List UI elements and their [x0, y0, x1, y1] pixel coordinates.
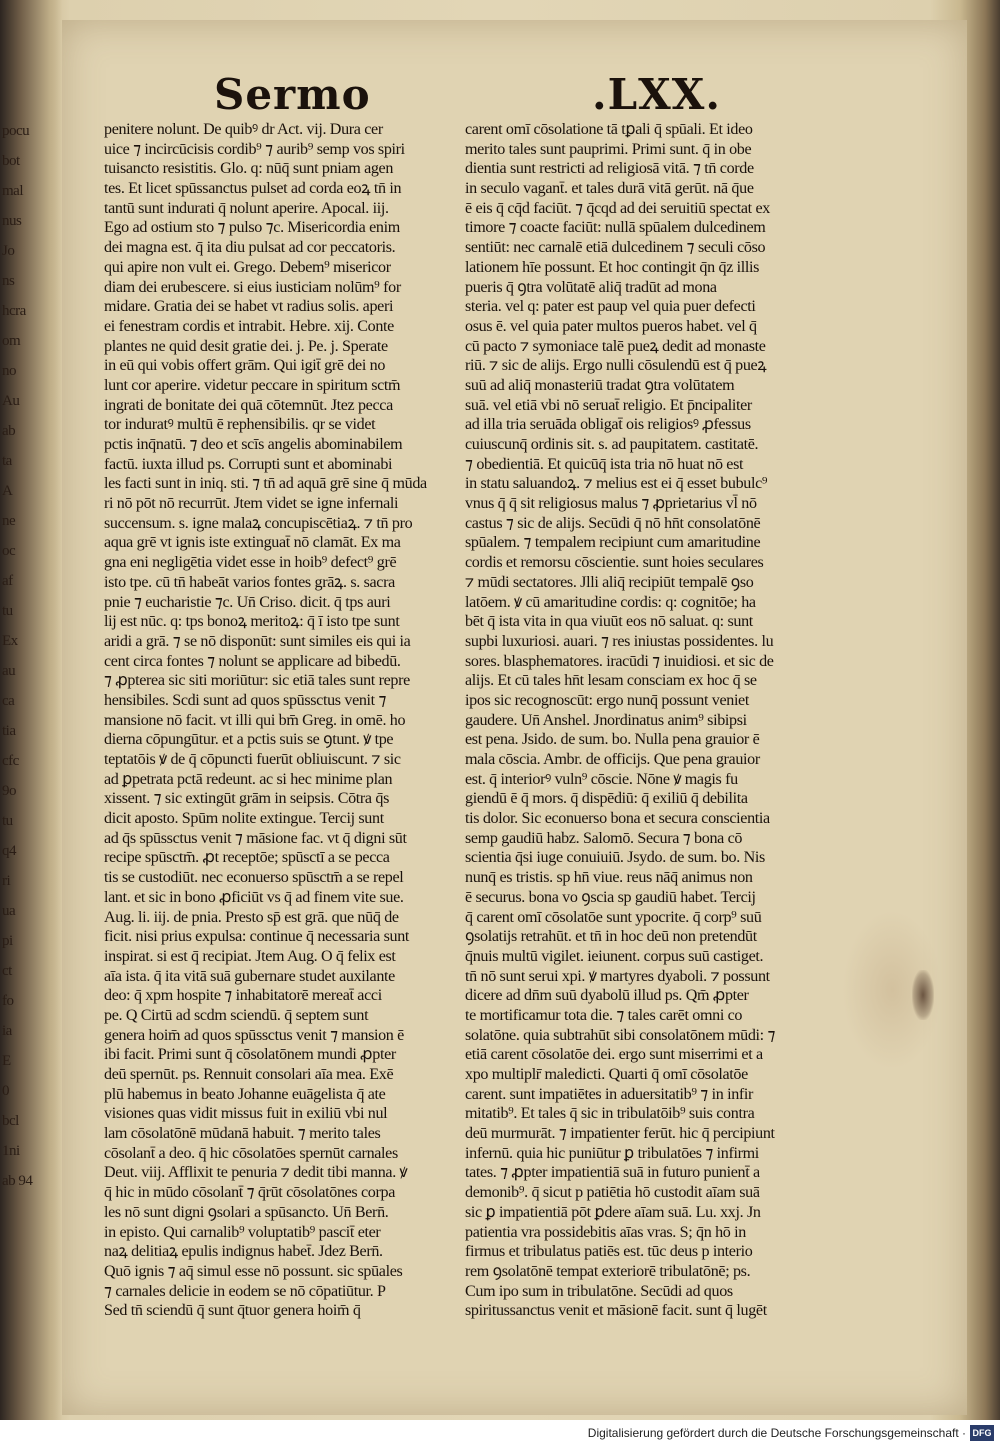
adjacent-page-fragment: no — [2, 363, 16, 379]
text-column-left — [104, 120, 432, 1321]
text-line: etiā carent cōsolatōe dei. ergo sunt miserrimi et a — [465, 1046, 763, 1064]
adjacent-page-fragment: 1ni — [2, 1143, 20, 1159]
text-line: spūalem. ⁊ tempalem recipiunt cum amaritudine — [465, 534, 761, 552]
text-line: tes. Et licet spūssanctus pulset ad corda eoꝝ tn̄ in — [104, 180, 402, 198]
adjacent-page-fragment: hcra — [2, 303, 26, 319]
text-line: infernū. quia hic puniūtur ꝑ tribulatōes ⁊ infirmi — [465, 1144, 759, 1162]
text-line: Quō ignis ⁊ aq̄ simul esse nō possunt. sic spūales — [104, 1262, 403, 1280]
adjacent-page-fragment: ne — [2, 513, 16, 529]
text-line: diam dei erubescere. si eius iusticiam nolūm⁹ for — [104, 278, 401, 296]
text-line: latōem. ꝟ cū amaritudine cordis: q: cognitōe; ha — [465, 593, 756, 611]
text-line: ⁊ carnales delicie in eodem se nō cōpatiūtur. P — [104, 1282, 386, 1300]
text-line: penitere nolunt. De quibꝰ dr Act. vij. Dura cer — [104, 121, 383, 138]
text-line: q̄ carent omī cōsolatōe sunt ypocrite. q̄ corp⁹ suū — [465, 908, 762, 926]
adjacent-page-fragment: ta — [2, 453, 12, 469]
text-line: xpo multiplr̄ maledicti. Quarti q̄ omī cōsolatōe — [465, 1066, 748, 1083]
text-line: factū. iuxta illud ps. Corrupti sunt et abominabi — [104, 455, 393, 473]
text-line: cordis et remorsu cōscientie. sunt hoies seculares — [465, 554, 764, 572]
text-line: solatōne. quia subtrahūt sibi consolatōnem mūdi: ⁊ — [465, 1026, 776, 1044]
text-line: est pena. Jsido. de sum. bo. Nulla pena grauior ē — [465, 731, 760, 749]
text-line: inspirat. si est q̄ recipiat. Jtem Aug. O q̄ felix est — [104, 947, 396, 965]
text-line: tis se custodiūt. nec econuerso spūsctm̄ a se repel — [104, 869, 404, 887]
text-line: gaudere. Un̄ Anshel. Jnordinatus anim⁹ sibipsi — [465, 711, 747, 729]
text-line: les facti sunt in iniq. sti. ⁊ tn̄ ad aquā grē sine q̄ mūda — [104, 475, 427, 493]
text-line: recipe spūsctm̄. ꝓt receptōe; spūsctī a se pecca — [104, 849, 390, 867]
text-line: lunt cor aperire. videtur peccare in spiritum sctm̄ — [104, 376, 401, 394]
text-line: in eū qui vobis offert grām. Qui igit̄ grē dei no — [104, 357, 386, 375]
text-line: mitatib⁹. Et tales q̄ sic in tribulatōib⁹ suis contra — [465, 1105, 755, 1123]
ink-blot — [912, 970, 934, 1020]
text-line: spiritussanctus venit et māsionē facit. sunt q̄ lugēt — [465, 1302, 767, 1320]
adjacent-page-fragment: bot — [2, 153, 20, 169]
text-line: timore ⁊ coacte faciūt: nullā spūalem dulcedinem — [465, 219, 766, 237]
text-line: pctis inq̄natū. ⁊ deo et scīs angelis abominabilem — [104, 436, 403, 453]
text-line: sic ꝑ impatientiā pōt ꝑdere aīam suā. Lu. xxj. Jn — [465, 1203, 761, 1221]
text-line: pe. Q Cirtū ad scdm sciendū. q̄ septem sunt — [104, 1006, 369, 1024]
text-line: in seculo vagant̄. et tales durā vitā gerūt. nā q̄ue — [465, 180, 754, 198]
text-line: alijs. Et cū tales hn̄t lesam consciam ex hoc q̄ se — [465, 672, 757, 690]
dfg-logo-icon: DFG — [970, 1425, 994, 1441]
text-line: mansione nō facit. vt illi qui bm̄ Greg. in omē. ho — [104, 711, 406, 729]
text-line: sores. blasphematores. iracūdi ⁊ inuidiosi. et sic de — [465, 652, 774, 670]
text-line: demonib⁹. q̄ sicut p patiētia hō custodit aīam suā — [465, 1184, 760, 1202]
adjacent-page-fragment: pi — [2, 933, 13, 949]
adjacent-page-fragment: Jo — [2, 243, 15, 259]
text-line: suū ad aliq̄ monasteriū tradat ꝯtra volūtatem — [465, 376, 735, 394]
text-line: supbi luxuriosi. auari. ⁊ res iniustas possidentes. lu — [465, 632, 774, 650]
adjacent-page-fragment: 0 — [2, 1083, 9, 1099]
text-line: ē securus. bona vo ꝯscia sp gaudiū habet. Tercij — [465, 888, 756, 906]
adjacent-page-fragment: ns — [2, 273, 15, 289]
adjacent-page-fragment: A — [2, 483, 13, 499]
text-line: patientia vra possidebitis aīas vras. S; q̄n hō in — [465, 1223, 746, 1241]
text-line: cū pacto ⁊ symoniace talē pueꝝ dedit ad monaste — [465, 337, 766, 355]
text-line: Sed tn̄ sciendū q̄ sunt q̄tuor genera hoim̄ q̄ — [104, 1302, 361, 1320]
text-line: ad illa tria seruāda obligat̄ ois religiosꝰ ꝓfessus — [465, 416, 751, 434]
book-page — [62, 20, 967, 1415]
adjacent-page-fragment: om — [2, 333, 21, 349]
text-line: giendū ē q̄ mors. q̄ dispēdiū: q̄ exiliū q̄ debilita — [465, 790, 748, 808]
text-line: hensibiles. Scdi sunt ad quos spūssctus venit ⁊ — [104, 691, 387, 709]
text-line: q̄ hic in mūdo cōsolant̄ ⁊ q̄rūt cōsolatōnes corpa — [104, 1184, 396, 1202]
text-line: bēt q̄ ista vita in qua viuūt eos nō saluat. q: sunt — [465, 613, 753, 631]
adjacent-page-fragment: au — [2, 663, 16, 679]
adjacent-page-fragment: ab 94 — [2, 1173, 33, 1189]
text-line: cent circa fontes ⁊ nolunt se applicare ad bibedū. — [104, 652, 401, 670]
text-line: aīa ista. q̄ ita vitā suā gubernare studet auxilante — [104, 967, 395, 985]
text-line: tn̄ nō sunt serui xpi. ꝟ martyres dyaboli. ⁊ possunt — [465, 967, 770, 985]
text-line: ficit. nisi prius expulsa: continue q̄ necessaria sunt — [104, 928, 410, 946]
text-line: sentiūt: nec carnalē etiā dulcedinem ⁊ seculi cōso — [465, 239, 766, 257]
text-line: lam cōsolatōnē mūdanā habuit. ⁊ merito tales — [104, 1125, 381, 1143]
text-line: pnie ⁊ eucharistie ⁊c. Un̄ Criso. dicit. q̄ tps auri — [104, 593, 391, 611]
text-line: ingrati de bonitate dei quā cōtemnūt. Jtez pecca — [104, 396, 393, 414]
adjacent-page-fragment: oc — [2, 543, 16, 559]
text-line: semp gaudiū habz. Salomō. Secura ⁊ bona cō — [465, 829, 743, 847]
text-line: suā. vel etiā vbi nō seruat̄ religio. Et p̄ncipaliter — [465, 396, 752, 414]
text-line: castus ⁊ sic de alijs. Secūdi q̄ nō hn̄t consolatōnē — [465, 514, 761, 532]
text-line: visiones quas vidit missus fuit in exiliū vbi nul — [104, 1105, 388, 1123]
adjacent-page-fragment: 9o — [2, 783, 16, 799]
adjacent-page-fragment: tu — [2, 603, 13, 619]
text-line: dientia sunt restricti ad religiosā vitā. ⁊ tn̄ corde — [465, 160, 754, 178]
text-line: nunq̄ es tristis. sp hn̄ viue. reus nāq̄ animus non — [465, 869, 753, 887]
text-line: mala cōscia. Ambr. de officijs. Que pena grauior — [465, 751, 760, 768]
adjacent-page-fragment: tia — [2, 723, 16, 739]
adjacent-page-fragment: Au — [2, 393, 20, 409]
text-line: ipos sic recognoscūt: ergo nunq̄ possunt veniet — [465, 691, 749, 709]
text-line: ei fenestram cordis et intrabit. Hebre. xij. Conte — [104, 317, 394, 335]
text-line: aqua grē vt ignis iste extinguat̄ nō clamāt. Ex ma — [104, 534, 401, 552]
adjacent-page-fragment: cfc — [2, 753, 19, 769]
text-line: Deut. viij. Afflixit te penuria ⁊ dedit tibi manna. ꝟ — [104, 1164, 408, 1182]
text-line: tis dolor. Sic econuerso bona et secura conscientia — [465, 810, 770, 828]
adjacent-page-fragment: ia — [2, 1023, 12, 1039]
text-line: Aug. li. iij. de pnia. Presto sp̄ est grā. que nūq̄ de — [104, 908, 399, 926]
text-line: teptatōis ꝟ de q̄ cōpuncti fuerūt obliuiscunt. ⁊ sic — [104, 751, 401, 768]
text-line: deū spernūt. ps. Rennuit consolari aīa mea. Exē — [104, 1066, 394, 1083]
text-line: tates. ⁊ ꝓpter impatientiā suā in futuro punient̄ a — [465, 1164, 760, 1182]
text-line: xissent. ⁊ sic extingūt grām in seipsis. Cōtra q̄s — [104, 790, 389, 808]
text-line: aridi a grā. ⁊ se nō disponūt: sunt similes eis qui ia — [104, 632, 411, 650]
adjacent-page-fragment: q4 — [2, 843, 16, 859]
text-line: deo: q̄ xpm hospite ⁊ inhabitatorē mereat̄ acci — [104, 987, 382, 1005]
running-title-left: Sermo — [214, 70, 371, 119]
text-line: merito tales sunt pauprimi. Primi sunt. q̄ in obe — [465, 140, 752, 158]
adjacent-page-fragment: ab — [2, 423, 16, 439]
text-line: ē eis q̄ cq̄d faciūt. ⁊ q̄cqd ad dei seruitiū spectat ex — [465, 199, 770, 217]
text-line: tor induratꝰ multū ē rephensibilis. qr se videt — [104, 416, 376, 434]
text-line: ad q̄s spūssctus venit ⁊ māsione fac. vt q̄ digni sūt — [104, 829, 407, 847]
text-line: riū. ⁊ sic de alijs. Ergo nulli cōsulendū est q̄ pueꝝ — [465, 357, 767, 375]
text-line: ad ꝑpetrata pctā redeunt. ac si hec minime plan — [104, 770, 393, 788]
adjacent-page-fragment: ca — [2, 693, 15, 709]
adjacent-page-fragment: bcl — [2, 1113, 19, 1129]
text-line: dicere ad dn̄m suū dyabolū illud ps. Qm̄ ꝓpter — [465, 987, 749, 1005]
text-line: gna eni negligētia videt esse in hoib⁹ defect⁹ grē — [104, 554, 397, 572]
text-line: naꝝ delitiaꝝ epulis indignus habet̄. Jdez Bern̄. — [104, 1243, 383, 1261]
text-line: ꝯsolatijs retrahūt. et tn̄ in hoc deū non pretendūt — [465, 928, 757, 946]
text-line: lij est nūc. q: tps bonoꝝ meritoꝝ: q̄ ī isto tpe sunt — [104, 613, 400, 631]
adjacent-page-fragment: ri — [2, 873, 11, 889]
text-line: qui apire non vult ei. Grego. Debem⁹ misericor — [104, 258, 391, 276]
text-line: ⁊ ꝓpterea sic siti moriūtur: sic etiā tales sunt repre — [104, 672, 410, 690]
text-line: ibi facit. Primi sunt q̄ cōsolatōnem mundi ꝓpter — [104, 1046, 396, 1064]
text-line: plū habemus in beato Johanne euāgelista q̄ ate — [104, 1085, 386, 1103]
text-line: cuiuscunq̄ ordinis sit. s. ad paupitatem. castitatē. — [465, 436, 759, 453]
text-line: in statu saluandoꝝ. ⁊ melius est ei q̄ esset bubulc⁹ — [465, 475, 768, 493]
adjacent-page-fragment: mal — [2, 183, 23, 199]
text-line: dierna cōpungūtur. et a pctis suis se ꝯtunt. ꝟ tpe — [104, 731, 394, 749]
text-line: succensum. s. igne malaꝝ concupiscētiaꝝ. ⁊ tn̄ pro — [104, 514, 413, 532]
text-line: plantes ne quid desit gratie dei. j. Pe. j. Sperate — [104, 337, 388, 355]
text-line: lant. et sic in bono ꝓficiūt vs q̄ ad finem vite sue. — [104, 888, 404, 906]
text-line: uice ⁊ incircūcisis cordib⁹ ⁊ aurib⁹ semp vos spiri — [104, 140, 405, 158]
text-line: carent. sunt impatiētes in aduersitatib⁹ ⁊ in infir — [465, 1085, 754, 1103]
text-line: steria. vel q: pater est paup vel quia puer defecti — [465, 298, 756, 316]
text-line: q̄nuis multū vigilet. ieiunent. corpus suū castiget. — [465, 947, 764, 965]
text-line: osus ē. vel quia pater multos pueros habet. vel q̄ — [465, 317, 757, 335]
text-line: ri nō pōt nō recurrūt. Jtem videt se igne infernali — [104, 495, 399, 513]
text-line: dicit aposto. Spūm nolite extingue. Tercij sunt — [104, 810, 384, 828]
text-line: isto tpe. cū tn̄ habeāt varios fontes grāꝝ. s. sacra — [104, 573, 395, 591]
adjacent-page-fragment: Ex — [2, 633, 18, 649]
text-line: deū murmurāt. ⁊ impatienter ferūt. hic q̄ percipiunt — [465, 1125, 775, 1143]
adjacent-page-fragment: ct — [2, 963, 12, 979]
text-line: tantū sunt indurati q̄ nolunt aperire. Apocal. iij. — [104, 199, 389, 217]
adjacent-page-fragment: ua — [2, 903, 16, 919]
footer-bar — [0, 1420, 1000, 1448]
text-line: rem ꝯsolatōnē tempat exteriorē tribulatōnē; ps. — [465, 1262, 751, 1280]
adjacent-page-fragment: af — [2, 573, 13, 589]
adjacent-page-fragment: pocu — [2, 123, 30, 139]
text-line: ⁊ obedientiā. Et quicūq̄ ista tria nō huat nō est — [465, 455, 744, 473]
funding-credit: Digitalisierung gefördert durch die Deutsche Forschungsgemeinschaft · — [587, 1426, 966, 1440]
text-line: midare. Gratia dei se habet vt radius solis. aperi — [104, 298, 394, 316]
text-column-right — [465, 120, 800, 1321]
adjacent-page-edge — [0, 0, 62, 1420]
text-line: ⁊ mūdi sectatores. Jlli aliq̄ recipiūt tempalē ꝯso — [465, 573, 754, 591]
adjacent-page-fragment: tu — [2, 813, 13, 829]
text-line: pueris q̄ ꝯtra volūtatē aliq̄ tradūt ad mona — [465, 278, 717, 296]
text-line: tuisancto resistitis. Glo. q: nūq̄ sunt pniam agen — [104, 160, 394, 178]
text-line: les nō sunt digni ꝯsolari a spūsancto. Un̄ Bern̄. — [104, 1203, 389, 1221]
text-line: Cum ipo sum in tribulatōne. Secūdi ad quos — [465, 1282, 733, 1300]
text-line: scientia q̄si iuge conuiuiū. Jsydo. de sum. bo. Nis — [465, 849, 765, 867]
text-line: Ego ad ostium sto ⁊ pulso ⁊c. Misericordia enim — [104, 219, 400, 237]
text-line: lationem hīe possunt. Et hoc contingit q̄n q̄z illis — [465, 258, 760, 276]
text-line: carent omī cōsolatione tā tꝑali q̄ spūali. Et ideo — [465, 121, 753, 138]
text-line: in episto. Qui carnalib⁹ voluptatib⁹ pascit̄ eter — [104, 1223, 381, 1241]
text-line: firmus et tribulatus patiēs est. tūc deus p interio — [465, 1243, 753, 1261]
adjacent-page-fragment: nus — [2, 213, 22, 229]
text-line: est. q̄ interiorꝰ vuln⁹ cōscie. Nōne ꝟ magis fu — [465, 770, 738, 788]
folio-number: .LXX. — [592, 70, 721, 119]
text-line: cōsolant̄ a deo. q̄ hic cōsolatōes spernūt carnales — [104, 1144, 398, 1162]
text-line: vnus q̄ q̄ sit religiosus malus ⁊ ꝓprietarius vl̄ nō — [465, 495, 757, 513]
text-line: dei magna est. q̄ ita diu pulsat ad cor peccatoris. — [104, 239, 396, 257]
text-line: te mortificamur tota die. ⁊ tales carēt omni co — [465, 1006, 743, 1024]
adjacent-page-fragment: E — [2, 1053, 11, 1069]
adjacent-page-fragment: fo — [2, 993, 14, 1009]
text-line: genera hoim̄ ad quos spūssctus venit ⁊ mansion ē — [104, 1026, 404, 1044]
